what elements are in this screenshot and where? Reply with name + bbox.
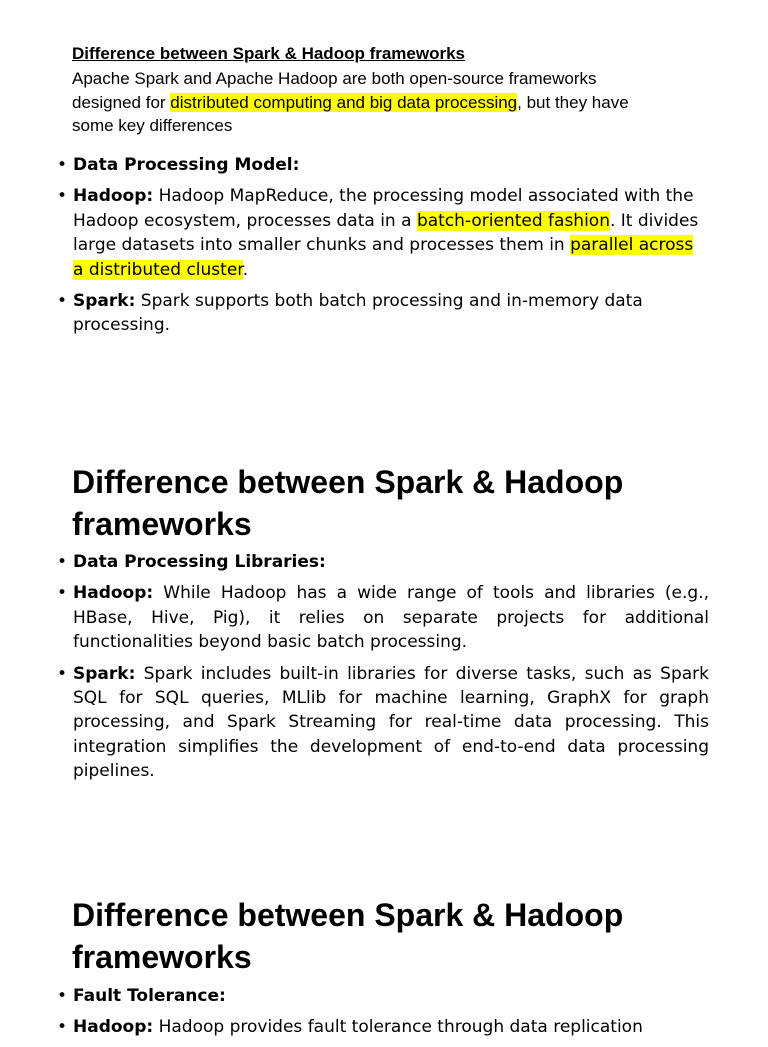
bullet-spark xyxy=(0,289,709,338)
slide2-title: Difference between Spark & Hadoop frameworks xyxy=(72,464,624,542)
bullet-label: Hadoop: xyxy=(73,583,154,604)
slide3-title: Difference between Spark & Hadoop frameworks xyxy=(72,897,624,975)
highlight-text: parallel across a distributed cluster xyxy=(73,235,694,280)
bullet-dot: • xyxy=(57,552,68,572)
bullet-dot: • xyxy=(57,583,68,604)
bullet-label: Hadoop: xyxy=(73,186,154,207)
intro-highlight: distributed computing and big data processing xyxy=(170,92,518,112)
bullet-label: Spark: xyxy=(73,291,136,312)
bullet-dot: • xyxy=(57,986,68,1006)
bullet-text: Hadoop MapReduce, the processing model associated with the Hadoop ecosystem, processes data in a xyxy=(73,186,694,231)
bullet-dot: • xyxy=(57,1017,68,1038)
bullet-hadoop xyxy=(0,184,709,282)
bullet-text: . It divides large datasets into smaller chunks and processes them in xyxy=(73,210,699,256)
bullet-heading: Data Processing Libraries: xyxy=(73,552,326,572)
bullet-heading: Data Processing Model: xyxy=(73,155,300,175)
bullet-text: . xyxy=(242,259,249,280)
highlight-text: batch-oriented fashion xyxy=(416,210,610,231)
bullet-dot: • xyxy=(57,155,68,175)
intro-text: Apache Spark and Apache Hadoop are both open-source frameworks designed for xyxy=(72,69,597,112)
bullet-hadoop xyxy=(0,581,709,654)
bullet-dot: • xyxy=(57,663,68,684)
slide1-title: Difference between Spark & Hadoop frameworks xyxy=(72,44,466,63)
bullet-text: Hadoop provides fault tolerance through data replication xyxy=(153,1017,643,1038)
bullet-text: While Hadoop has a wide range of tools and libraries (e.g., HBase, Hive, Pig), it relies on separate projects for additional functionalities beyond basic batch processing. xyxy=(73,583,709,653)
slide3-bullet-list xyxy=(0,984,768,1047)
slide1-intro xyxy=(72,67,632,138)
bullet-spark xyxy=(0,662,709,784)
bullet-fault-heading xyxy=(0,984,709,1008)
bullet-dot: • xyxy=(57,291,68,312)
bullet-heading: Fault Tolerance: xyxy=(73,986,226,1006)
bullet-hadoop xyxy=(0,1015,709,1039)
slide2-bullet-list xyxy=(0,550,768,791)
bullet-label: Hadoop: xyxy=(73,1017,154,1038)
slide1-bullet-list xyxy=(0,153,768,345)
bullet-text: Spark supports both batch processing and in-memory data processing. xyxy=(73,291,643,336)
intro-text-end: , but they have some key differences xyxy=(72,92,629,135)
bullet-dot: • xyxy=(57,186,68,207)
bullet-label: Spark: xyxy=(73,663,136,684)
bullet-text: Spark includes built-in libraries for diverse tasks, such as Spark SQL for SQL queries, MLlib for machine learning, GraphX for graph processing, and Spark Streaming for real-time data processing. This integration simplifies the development of end-to-end data processing pipelines. xyxy=(73,663,709,782)
bullet-model-heading xyxy=(0,153,709,177)
bullet-libs-heading xyxy=(0,550,709,574)
